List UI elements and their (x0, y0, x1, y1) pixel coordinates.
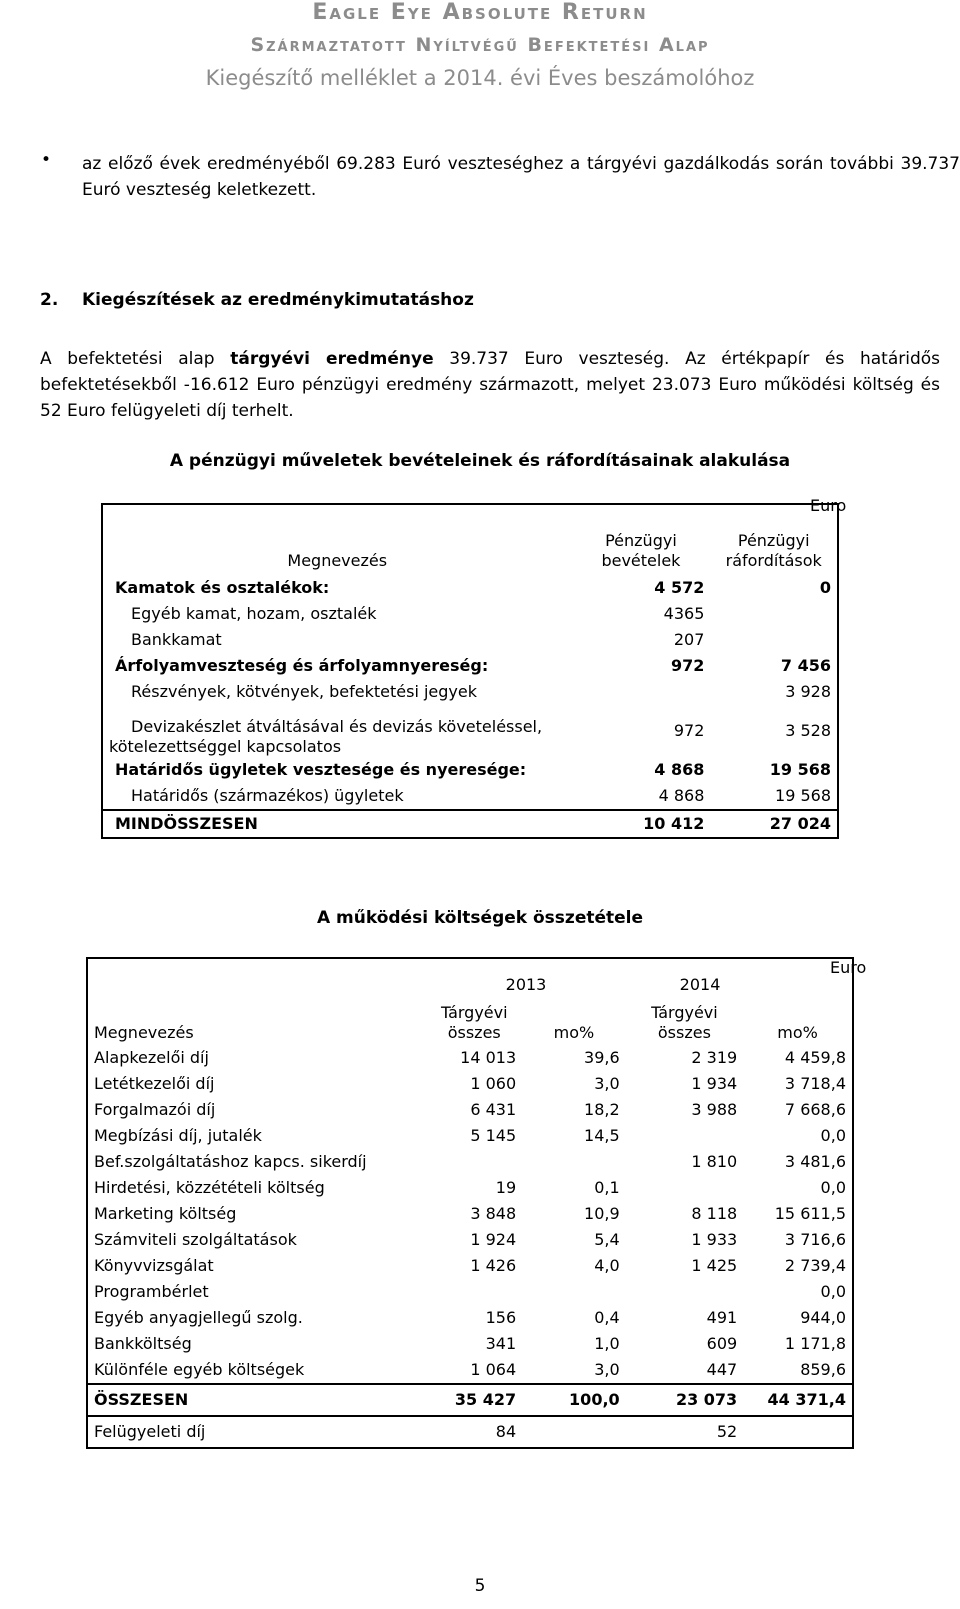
row-2013-pct: 18,2 (584, 1100, 620, 1119)
table-row (102, 601, 838, 627)
row-2013-pct: 14,5 (584, 1126, 620, 1145)
table-row (87, 1149, 853, 1175)
table-row (87, 1097, 853, 1123)
header-name: Megnevezés (94, 1023, 194, 1042)
table-row (102, 627, 838, 653)
row-label: Számviteli szolgáltatások (94, 1230, 297, 1249)
row-label: Különféle egyéb költségek (94, 1360, 305, 1379)
row-2014-value (626, 1175, 744, 1201)
row-2014-pct: 44 371,4 (743, 1384, 853, 1416)
row-2014-value: 447 (706, 1360, 738, 1379)
row-label: Egyéb kamat, hozam, osztalék (131, 604, 377, 623)
row-income: 972 (673, 721, 705, 740)
row-2014-value: 52 (716, 1422, 738, 1441)
row-label: Programbérlet (94, 1282, 209, 1301)
row-2014-value: 609 (706, 1334, 738, 1353)
row-2013-pct: 39,6 (584, 1048, 620, 1067)
row-2013-pct: 3,0 (594, 1074, 620, 1093)
row-2013-value (426, 1149, 522, 1175)
empty-cell (87, 958, 426, 995)
row-income: 4 572 (654, 578, 705, 597)
table-row (87, 1175, 853, 1201)
row-income: 972 (670, 656, 705, 675)
row-2013-pct: 0,1 (594, 1178, 620, 1197)
row-2013-pct: 10,9 (584, 1204, 620, 1223)
year-header-row (87, 958, 853, 995)
row-2014-value: 1 934 (691, 1074, 738, 1093)
row-2013-value: 84 (495, 1422, 517, 1441)
row-expense: 0 (819, 578, 831, 597)
row-2014-value: 491 (706, 1308, 738, 1327)
header-pct-2014: mo% (777, 1023, 818, 1042)
operating-costs-table (86, 957, 854, 1449)
row-label: ÖSSZESEN (87, 1384, 426, 1416)
header-total-2014: Tárgyévi összes (651, 1003, 718, 1042)
row-label: Árfolyamveszteség és árfolyamnyereség: (115, 656, 489, 675)
row-2014-value: 2 319 (691, 1048, 738, 1067)
table-row (87, 1331, 853, 1357)
row-income (571, 679, 710, 705)
intro-text-1: A befektetési alap (40, 349, 231, 369)
bullet-icon: • (41, 150, 52, 170)
row-expense: 3 528 (785, 721, 831, 740)
row-2013-value: 1 426 (470, 1256, 517, 1275)
table-row (102, 653, 838, 679)
supervision-fee-row (87, 1416, 853, 1448)
table-row (87, 1227, 853, 1253)
row-label: Hirdetési, közzétételi költség (94, 1178, 325, 1197)
table-row (102, 783, 838, 810)
row-label: Bankköltség (94, 1334, 192, 1353)
table-header-row (102, 504, 838, 575)
header-fund-type: Származtatott Nyíltvégű Befektetési Alap (250, 34, 710, 56)
row-2013-value: 3 848 (470, 1204, 517, 1223)
row-income: 4 868 (658, 786, 705, 805)
row-label: Egyéb anyagjellegű szolg. (94, 1308, 303, 1327)
row-expense: 3 928 (785, 682, 831, 701)
row-2013-value: 1 060 (470, 1074, 517, 1093)
row-2013-pct: 5,4 (594, 1230, 620, 1249)
row-2014-pct: 859,6 (800, 1360, 846, 1379)
row-label: Marketing költség (94, 1204, 237, 1223)
row-2014-value: 1 933 (691, 1230, 738, 1249)
row-2013-pct: 100,0 (522, 1384, 626, 1416)
row-2014-pct: 944,0 (800, 1308, 846, 1327)
row-2014-pct: 7 668,6 (784, 1100, 846, 1119)
row-2014-value (626, 1279, 744, 1305)
table1-title: A pénzügyi műveletek bevételeinek és ráfordításainak alakulása (169, 451, 791, 471)
row-expense: 27 024 (710, 810, 838, 838)
table-total-row (102, 810, 838, 838)
row-label: Alapkezelői díj (94, 1048, 209, 1067)
year-2014: 2014 (679, 975, 721, 994)
table-row (87, 1357, 853, 1384)
row-label (102, 705, 571, 757)
row-2014-pct: 0,0 (820, 1126, 846, 1145)
row-label: Felügyeleti díj (94, 1422, 206, 1441)
table-row (87, 1253, 853, 1279)
table1-unit: Euro (810, 496, 847, 515)
table2-title: A működési költségek összetétele (316, 908, 644, 928)
table-row (102, 575, 838, 601)
row-label-line2: kötelezettséggel kapcsolatos (109, 737, 342, 756)
section-title: Kiegészítések az eredménykimutatáshoz (82, 290, 474, 310)
row-2013-value: 6 431 (470, 1100, 517, 1119)
section-number: 2. (40, 290, 59, 310)
row-2013-value: 1 064 (470, 1360, 517, 1379)
table-row (87, 1071, 853, 1097)
empty-cell (743, 1416, 853, 1448)
intro-text-2: 39.737 Euro veszteség. Az értékpapír és határidős befektetésekből -16.612 Euro pénzügyi eredmény származott, melyet 23.073 Euro működési költség és 52 Euro felügyeleti díj terhelt. (40, 349, 940, 421)
table-header-row (87, 995, 853, 1045)
row-label: Bankkamat (131, 630, 222, 649)
table-row (87, 1123, 853, 1149)
row-2013-pct (522, 1279, 626, 1305)
row-2014-pct: 15 611,5 (774, 1204, 846, 1223)
intro-bold: tárgyévi eredménye (230, 349, 434, 369)
row-label-line1: Devizakészlet átváltásával és devizás követeléssel, (131, 717, 543, 736)
row-2014-pct: 3 481,6 (784, 1152, 846, 1171)
intro-paragraph (40, 346, 940, 424)
row-2014-pct: 3 716,6 (784, 1230, 846, 1249)
row-2014-pct: 0,0 (820, 1282, 846, 1301)
row-2014-pct: 3 718,4 (784, 1074, 846, 1093)
header-fund-name: Eagle Eye Absolute Return (312, 0, 648, 25)
table-row (87, 1201, 853, 1227)
header-income: Pénzügyi bevételek (601, 531, 681, 570)
row-2014-value: 1 810 (691, 1152, 738, 1171)
header-subtitle: Kiegészítő melléklet a 2014. évi Éves beszámolóhoz (205, 66, 755, 90)
row-2014-pct: 0,0 (820, 1178, 846, 1197)
row-2013-pct: 0,4 (594, 1308, 620, 1327)
header-name: Megnevezés (287, 551, 388, 570)
row-2014-value: 3 988 (691, 1100, 738, 1119)
row-expense (710, 601, 838, 627)
row-2014-pct: 2 739,4 (784, 1256, 846, 1275)
table-row (102, 705, 838, 757)
row-2013-pct: 3,0 (594, 1360, 620, 1379)
row-label: MINDÖSSZESEN (102, 810, 571, 838)
row-label: Forgalmazói díj (94, 1100, 216, 1119)
row-2013-value: 1 924 (470, 1230, 517, 1249)
row-income: 4 868 (654, 760, 705, 779)
table-row (87, 1045, 853, 1071)
table-row (102, 679, 838, 705)
row-2013-value: 341 (485, 1334, 517, 1353)
row-2014-pct: 1 171,8 (784, 1334, 846, 1353)
row-label: Kamatok és osztalékok: (115, 578, 330, 597)
page-number: 5 (474, 1576, 486, 1596)
row-label: Határidős (származékos) ügyletek (131, 786, 404, 805)
row-2014-value: 1 425 (691, 1256, 738, 1275)
row-2013-pct: 1,0 (594, 1334, 620, 1353)
bullet-paragraph: az előző évek eredményéből 69.283 Euró veszteséghez a tárgyévi gazdálkodás során további 39.737 Euró veszteség keletkezett. (82, 154, 960, 200)
financial-operations-table (101, 503, 839, 839)
row-2014-pct: 4 459,8 (784, 1048, 846, 1067)
row-2014-value: 23 073 (626, 1384, 744, 1416)
row-2014-value: 8 118 (691, 1204, 738, 1223)
row-2013-value: 19 (495, 1178, 517, 1197)
row-2014-value (626, 1123, 744, 1149)
row-label: Bef.szolgáltatáshoz kapcs. sikerdíj (94, 1152, 367, 1171)
row-label: Határidős ügyletek vesztesége és nyeresége: (115, 760, 527, 779)
table-row (102, 757, 838, 783)
row-2013-value: 14 013 (460, 1048, 517, 1067)
header-total-2013: Tárgyévi összes (440, 1003, 508, 1042)
row-label: Könyvvizsgálat (94, 1256, 214, 1275)
row-label: Megbízási díj, jutalék (94, 1126, 262, 1145)
empty-cell (522, 1416, 626, 1448)
table-row (87, 1305, 853, 1331)
row-label: Letétkezelői díj (94, 1074, 215, 1093)
row-income: 4365 (663, 604, 705, 623)
row-expense: 19 568 (769, 760, 831, 779)
table-total-row (87, 1384, 853, 1416)
row-2013-pct (522, 1149, 626, 1175)
table-row (87, 1279, 853, 1305)
row-expense (710, 627, 838, 653)
table2-unit: Euro (830, 958, 867, 977)
row-2013-value: 156 (485, 1308, 517, 1327)
header-expense: Pénzügyi ráfordítások (725, 531, 822, 570)
row-income: 207 (673, 630, 705, 649)
row-income: 10 412 (571, 810, 710, 838)
row-expense: 19 568 (775, 786, 831, 805)
row-label: Részvények, kötvények, befektetési jegyek (131, 682, 478, 701)
row-expense: 7 456 (780, 656, 831, 675)
row-2013-pct: 4,0 (594, 1256, 620, 1275)
header-pct-2013: mo% (553, 1023, 595, 1042)
row-2013-value: 35 427 (426, 1384, 522, 1416)
row-2013-value (426, 1279, 522, 1305)
row-2013-value: 5 145 (470, 1126, 517, 1145)
year-2013: 2013 (505, 975, 547, 994)
